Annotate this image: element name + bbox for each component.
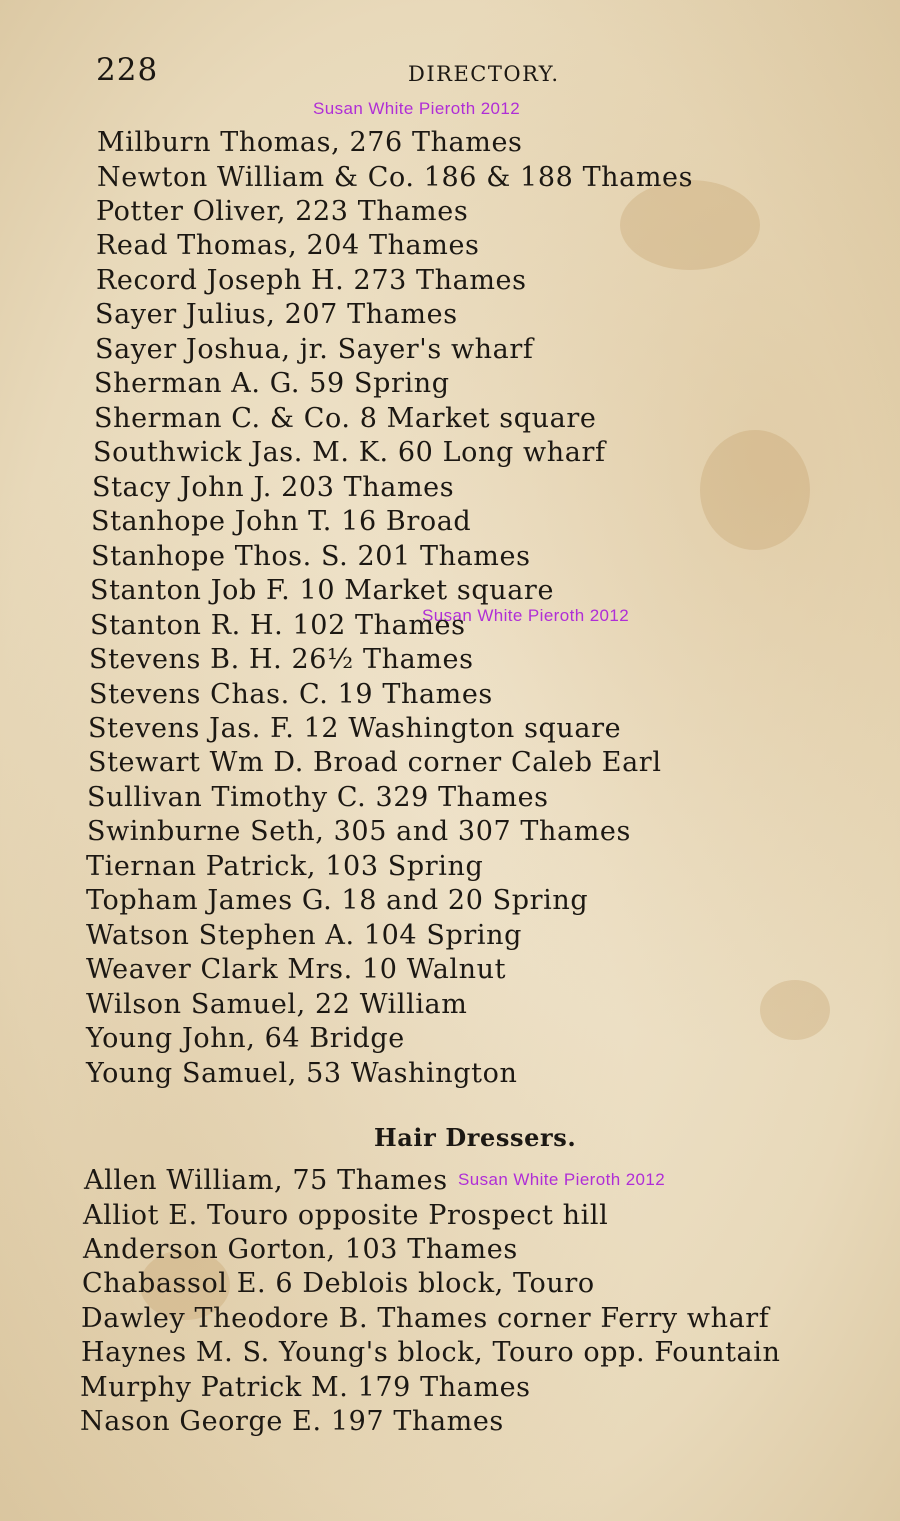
list-item: Stanhope Thos. S. 201 Thames <box>91 541 531 572</box>
list-item: Sullivan Timothy C. 329 Thames <box>87 782 549 813</box>
list-item: Allen William, 75 Thames <box>84 1165 448 1196</box>
list-item: Potter Oliver, 223 Thames <box>96 196 469 227</box>
list-item: Sayer Julius, 207 Thames <box>95 299 458 330</box>
list-item: Sherman C. & Co. 8 Market square <box>94 403 597 434</box>
stain <box>700 430 810 550</box>
list-item: Record Joseph H. 273 Thames <box>96 265 527 296</box>
list-item: Newton William & Co. 186 & 188 Thames <box>97 162 694 193</box>
list-item: Milburn Thomas, 276 Thames <box>97 127 523 158</box>
watermark: Susan White Pieroth 2012 <box>458 1170 666 1189</box>
list-item: Stanton R. H. 102 Thames <box>90 610 466 641</box>
list-item: Stacy John J. 203 Thames <box>92 472 455 503</box>
watermark: Susan White Pieroth 2012 <box>313 99 521 118</box>
list-item: Stanhope John T. 16 Broad <box>91 506 472 537</box>
list-item: Young Samuel, 53 Washington <box>86 1058 518 1089</box>
stain <box>760 980 830 1040</box>
list-item: Wilson Samuel, 22 William <box>86 989 468 1020</box>
list-item: Chabassol E. 6 Deblois block, Touro <box>82 1268 595 1299</box>
list-item: Stewart Wm D. Broad corner Caleb Earl <box>88 747 662 778</box>
list-item: Stevens Chas. C. 19 Thames <box>89 679 493 710</box>
list-item: Stevens Jas. F. 12 Washington square <box>88 713 622 744</box>
list-item: Southwick Jas. M. K. 60 Long wharf <box>93 437 606 468</box>
list-item: Topham James G. 18 and 20 Spring <box>86 885 589 916</box>
page-number: 228 <box>96 52 159 88</box>
list-item: Anderson Gorton, 103 Thames <box>83 1234 518 1265</box>
list-item: Alliot E. Touro opposite Prospect hill <box>83 1200 609 1231</box>
list-item: Haynes M. S. Young's block, Touro opp. Fountain <box>81 1337 781 1368</box>
list-item: Tiernan Patrick, 103 Spring <box>86 851 484 882</box>
list-item: Sherman A. G. 59 Spring <box>94 368 450 399</box>
list-item: Stevens B. H. 26½ Thames <box>89 644 474 675</box>
list-item: Watson Stephen A. 104 Spring <box>86 920 522 951</box>
section-heading: Hair Dressers. <box>374 1123 577 1152</box>
list-item: Read Thomas, 204 Thames <box>96 230 480 261</box>
page-title: DIRECTORY. <box>408 62 560 86</box>
list-item: Young John, 64 Bridge <box>86 1023 405 1054</box>
list-item: Sayer Joshua, jr. Sayer's wharf <box>95 334 534 365</box>
list-item: Murphy Patrick M. 179 Thames <box>80 1372 531 1403</box>
list-item: Dawley Theodore B. Thames corner Ferry wharf <box>81 1303 770 1334</box>
list-item: Swinburne Seth, 305 and 307 Thames <box>87 816 631 847</box>
list-item: Stanton Job F. 10 Market square <box>90 575 555 606</box>
watermark: Susan White Pieroth 2012 <box>422 606 630 625</box>
list-item: Nason George E. 197 Thames <box>80 1406 504 1437</box>
list-item: Weaver Clark Mrs. 10 Walnut <box>86 954 507 985</box>
